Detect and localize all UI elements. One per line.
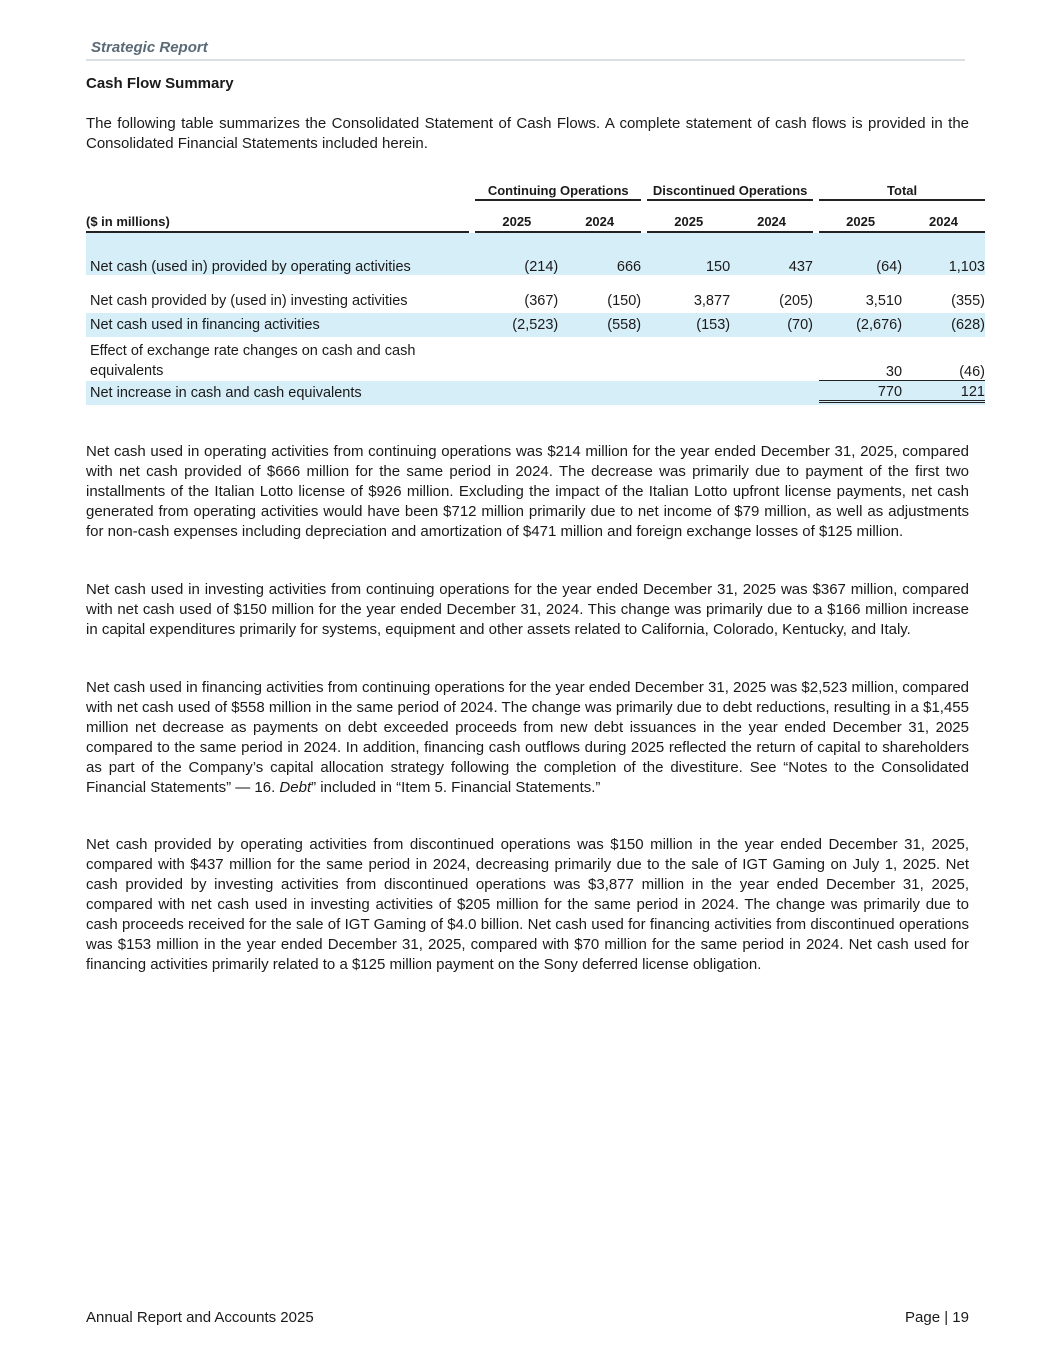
group-discontinued: Discontinued Operations [647, 183, 813, 203]
group-total: Total [819, 183, 985, 203]
table-cell [647, 381, 730, 405]
table-cell: 666 [558, 233, 641, 275]
table-cell [647, 337, 730, 381]
table-cell: (205) [779, 293, 813, 309]
table-cell: (628) [902, 313, 985, 337]
table-cell: 1,103 [902, 233, 985, 275]
table-cell: (355) [951, 293, 985, 309]
page-title: Cash Flow Summary [86, 75, 234, 92]
table-cell: (214) [475, 233, 558, 275]
group-header-row [86, 183, 985, 203]
table-cell: (153) [647, 313, 730, 337]
footer-report-name: Annual Report and Accounts 2025 [86, 1309, 314, 1326]
table-cell: 121 [902, 381, 985, 405]
row-spacer [86, 275, 985, 289]
unit-label: ($ in millions) [86, 203, 469, 233]
year-header-row [86, 203, 985, 233]
table-cell: 150 [647, 233, 730, 275]
footer-page-number: Page | 19 [905, 1309, 969, 1326]
table-row [86, 313, 985, 337]
cash-flow-table [86, 183, 985, 405]
paragraph-financing: Net cash used in financing activities from continuing operations for the year ended December 31, 2025 was $2,523 million, compared with net cash used of $558 million in the same period of 2024. The change was primarily due to debt reductions, resulting in a $1,455 million net decrease as payments on debt exceeded proceeds from new debt issuances in the year ended December 31, 2025 compared to the same period in 2024. In addition, financing cash outflows during 2025 reflected the return of capital to shareholders as part of the Company’s capital allocation strategy following the completion of the divestiture. See “Notes to the Consolidated Financial Statements” — 16. Debt” included in “Item 5. Financial Statements.” [86, 679, 970, 796]
table-cell [730, 337, 813, 381]
table-cell [475, 337, 558, 381]
table-cell: (46) [902, 337, 985, 381]
table-cell: (150) [607, 293, 642, 309]
table-cell: (2,676) [819, 313, 902, 337]
table-row [86, 381, 985, 405]
table-row [86, 233, 985, 275]
year-header: 2025 [819, 203, 902, 233]
row-label: Net cash (used in) provided by operating activities [86, 233, 469, 275]
table-row [86, 337, 985, 381]
running-header [86, 39, 965, 61]
group-continuing: Continuing Operations [475, 183, 641, 203]
year-header: 2024 [558, 203, 641, 233]
row-label: Effect of exchange rate changes on cash and cash equivalents [90, 343, 416, 379]
row-label: Net cash provided by (used in) investing activities [90, 293, 408, 309]
table-row [86, 289, 985, 313]
table-cell: (367) [524, 293, 559, 309]
table-cell [558, 337, 641, 381]
row-label: Net cash used in financing activities [86, 313, 469, 337]
table-cell: 3,877 [693, 293, 731, 309]
paragraph-operating: Net cash used in operating activities from continuing operations was $214 million for the year ended December 31, 2025, compared with net cash provided of $666 million for the same period in 2024. The decrease was primarily due to payment of the first two installments of the Italian Lotto license of $926 million. Excluding the impact of the Italian Lotto upfront license payments, net cash generated from operating activities would have been $712 million primarily due to net income of $79 million, as well as adjustments for non-cash expenses including depreciation and amortization of $471 million and foreign exchange losses of $125 million. [86, 443, 969, 540]
table-cell: (64) [819, 233, 902, 275]
table-cell: (2,523) [475, 313, 558, 337]
paragraph-investing: Net cash used in investing activities from continuing operations for the year ended December 31, 2025 was $367 million, compared with net cash used of $150 million for the year ended December 31, 2024. This change was primarily due to a $166 million increase in capital expenditures primarily for systems, equipment and other assets related to California, Colorado, Kentucky, and Italy. [86, 581, 969, 638]
year-header: 2024 [730, 203, 813, 233]
table-cell: 437 [730, 233, 813, 275]
table-cell: 3,510 [865, 293, 903, 309]
table-cell [730, 381, 813, 405]
table-cell [558, 381, 641, 405]
paragraph-discontinued: Net cash provided by operating activities from discontinued operations was $150 million in the year ended December 31, 2025, compared with $437 million for the same period in 2024, decreasing primarily due to the sale of IGT Gaming on July 1, 2025. Net cash provided by investing activities from discontinued operations was $3,877 million in the year ended December 31, 2025, compared with net cash used in investing activities of $205 million for the same period in 2024. The change was primarily due to cash proceeds received for the sale of IGT Gaming of $4.0 billion. Net cash used for financing activities from discontinued operations was $153 million in the year ended December 31, 2025, compared with $70 million for the same period in 2024. Net cash used for financing activities primarily related to a $125 million payment on the Sony deferred license obligation. [86, 836, 969, 973]
table-cell: (70) [730, 313, 813, 337]
table-cell: (558) [558, 313, 641, 337]
row-label: Net increase in cash and cash equivalents [86, 381, 469, 405]
intro-paragraph: The following table summarizes the Consolidated Statement of Cash Flows. A complete statement of cash flows is provided in the Consolidated Financial Statements included herein. [86, 115, 969, 152]
year-header: 2025 [647, 203, 730, 233]
table-cell: 30 [819, 337, 902, 381]
table-cell [475, 381, 558, 405]
year-header: 2025 [475, 203, 558, 233]
section-name: Strategic Report [91, 39, 208, 56]
table-cell: 770 [819, 381, 902, 405]
year-header: 2024 [902, 203, 985, 233]
